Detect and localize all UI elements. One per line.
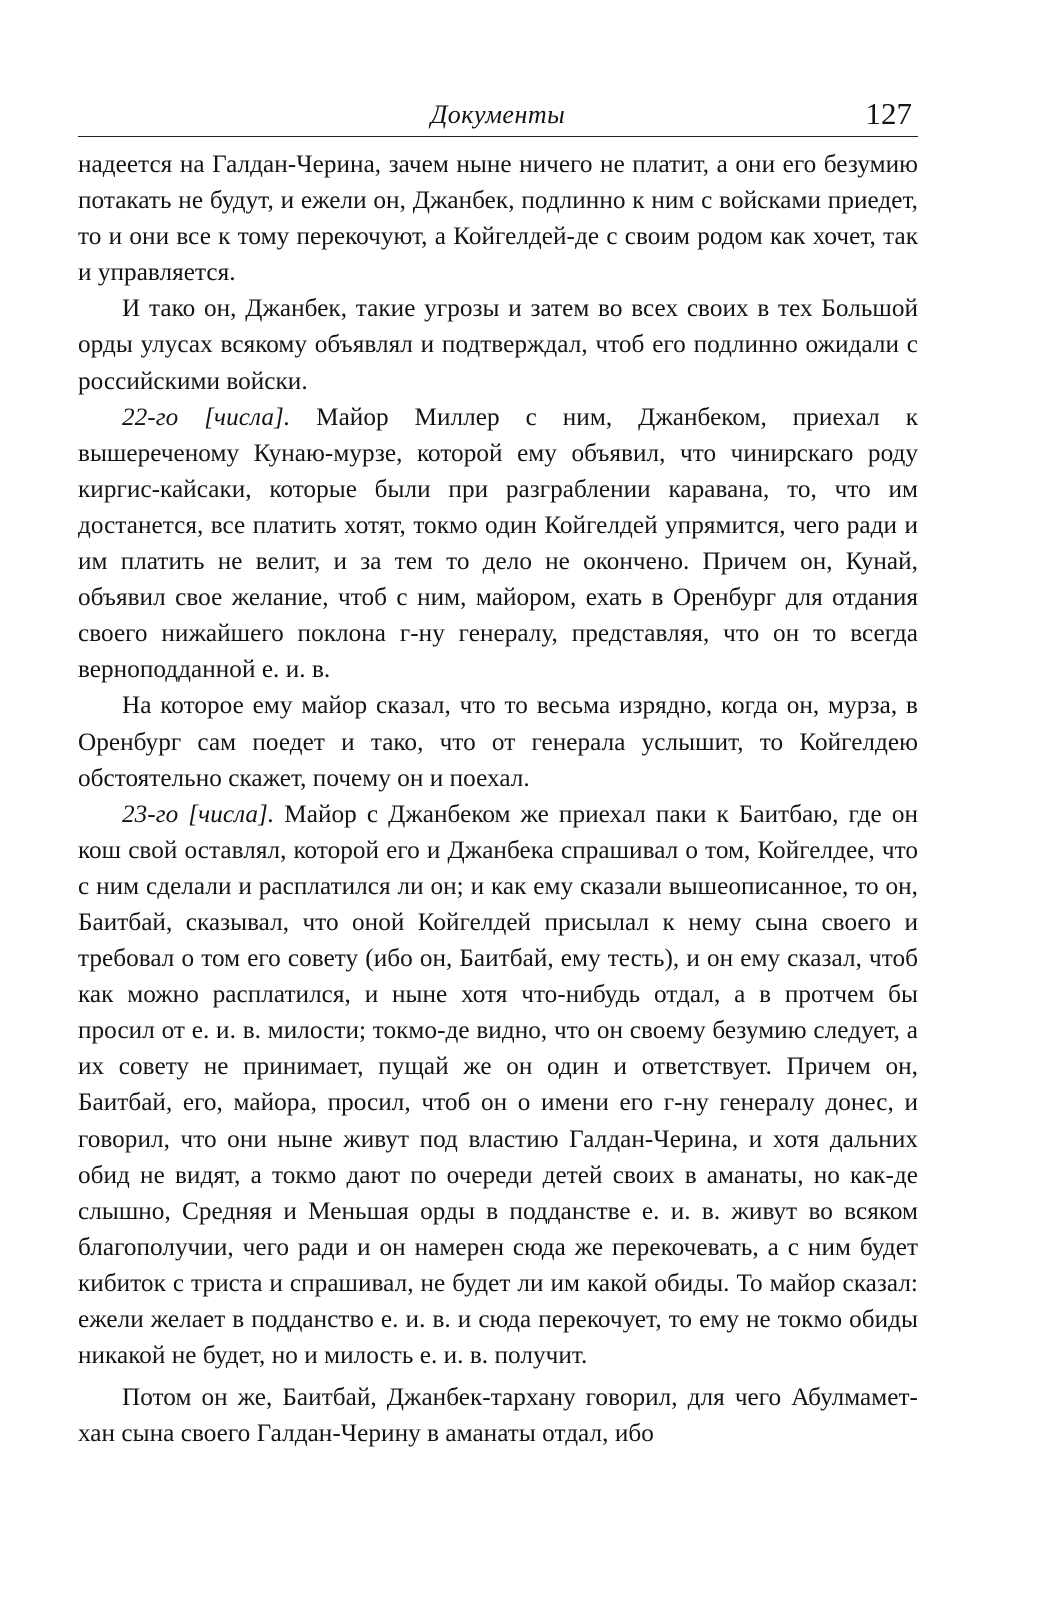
paragraph-text: надеется на Галдан-Черина, зачем ныне ничего не платит, а они его безумию потакать не будут, и ежели он, Джанбек, подлинно к ним с войсками приедет, то и они все к тому перекочуют, а Койгелдей-де с своим родом как хочет, так и управляется. (78, 151, 918, 287)
paragraph-3 (78, 400, 918, 689)
page-body (78, 147, 918, 1452)
paragraph-5 (78, 797, 918, 1375)
paragraph-4 (78, 688, 918, 796)
page-number: 127 (865, 96, 912, 131)
paragraph-1 (78, 147, 918, 291)
paragraph-text: Майор с Джанбеком же приехал паки к Баитбаю, где он кош свой оставлял, которой его и Джанбека спрашивал о том, Койгелдее, что с ним сделали и расплатился ли он; и как ему сказали вышеописанное, то он, Баитбай, сказывал, что оной Койгелдей присылал к нему сына своего и требовал о том его совету (ибо он, Баитбай, ему тесть), и он ему сказал, чтоб как можно расплатился, и ныне хотя что-нибудь отдал, а в протчем бы просил от е. и. в. милости; токмо-де видно, что он своему безумию следует, а их совету не принимает, пущай же он один и ответствует. Причем он, Баитбай, его, майора, просил, чтоб он о имени его г-ну генералу донес, и говорил, что они ныне живут под властию Галдан-Черина, и хотя дальних обид не видят, а токмо дают по очереди детей своих в аманаты, но как-де слышно, Средняя и Меньшая орды в подданстве е. и. в. живут во всяком благополучии, чего ради и он намерен сюда же перекочевать, а с ним будет кибиток с триста и спрашивал, не будет ли им какой обиды. То майор сказал: ежели желает в подданство е. и. в. и сюда перекочует, то ему не токмо обиды никакой не будет, но и милость е. и. в. получит. (78, 800, 918, 1370)
document-page (78, 96, 918, 1452)
paragraph-text: И тако он, Джанбек, такие угрозы и затем во всех своих в тех Большой орды улусах всякому объявлял и подтверждал, чтоб его подлинно ожидали с российскими войски. (78, 295, 918, 395)
date-lead: 23-го [числа]. (122, 800, 275, 828)
paragraph-text: Потом он же, Баитбай, Джанбек-тархану говорил, для чего Абулмамет-хан сына своего Галдан-Черину в аманаты отдал, ибо (78, 1384, 918, 1448)
paragraph-2 (78, 291, 918, 399)
paragraph-text: Майор Миллер с ним, Джанбеком, приехал к вышереченому Кунаю-мурзе, которой ему объявил, что чинирскаго роду киргис-кайсаки, которые были при разграблении каравана, то, что им достанется, все платить хотят, токмо один Койгелдей упрямится, чего ради и им платить не велит, и за тем то дело не окончено. Причем он, Кунай, объявил свое желание, чтоб с ним, майором, ехать в Оренбург для отдания своего нижайшего поклона г-ну генералу, представляя, что он то всегда верноподданной е. и. в. (78, 403, 918, 684)
page-header (78, 96, 918, 137)
date-lead: 22-го [числа]. (122, 403, 291, 431)
paragraph-6 (78, 1380, 918, 1452)
paragraph-text: На которое ему майор сказал, что то весьма изрядно, когда он, мурза, в Оренбург сам поедет и тако, что от генерала услышит, то Койгелдею обстоятельно скажет, почему он и поехал. (78, 692, 918, 792)
running-title: Документы (430, 100, 566, 129)
